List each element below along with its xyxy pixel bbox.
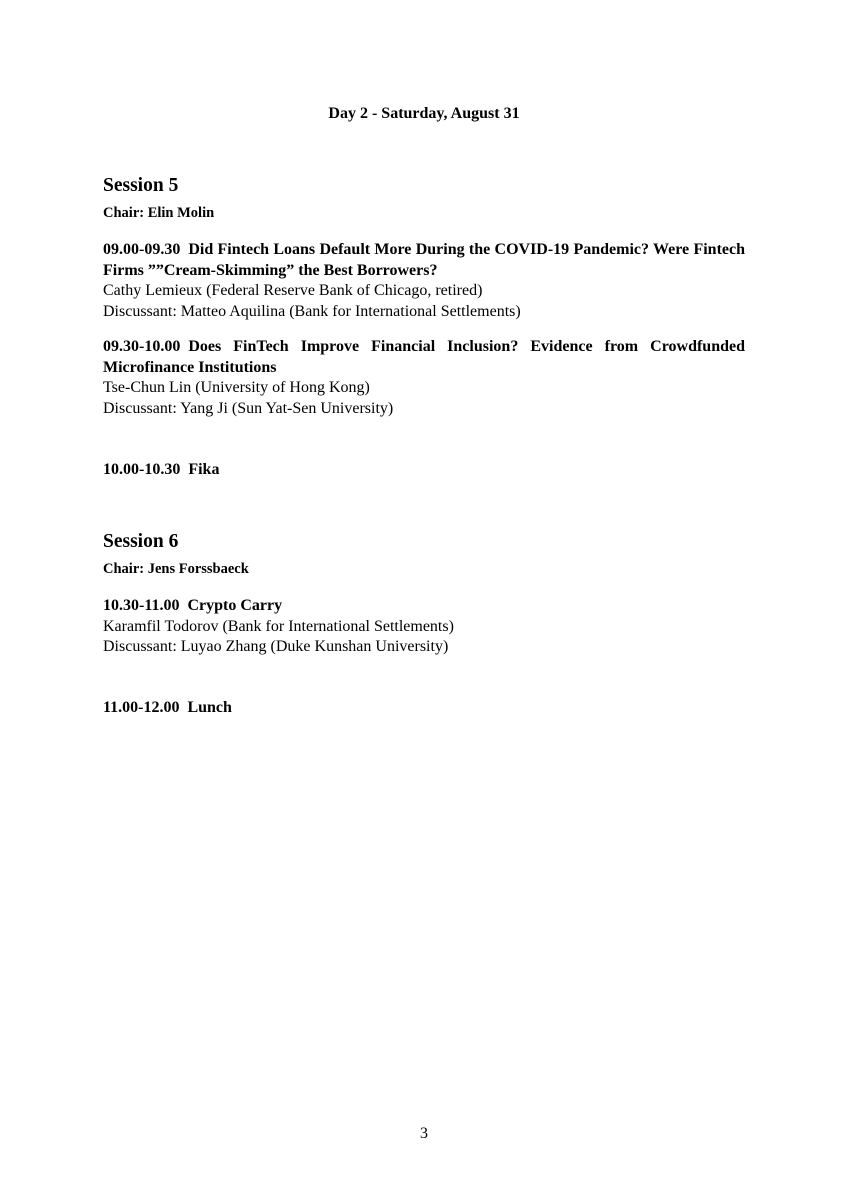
break-lunch	[103, 698, 232, 718]
session-6-talk-1	[103, 596, 745, 658]
talk-presenter: Karamfil Todorov (Bank for International Settlements)	[103, 617, 454, 635]
talk-presenter: Cathy Lemieux (Federal Reserve Bank of Chicago, retired)	[103, 282, 483, 299]
talk-title	[103, 337, 745, 378]
break-fika	[103, 460, 219, 480]
break-time: 11.00-12.00	[103, 699, 180, 716]
talk-time: 10.30-11.00	[103, 597, 180, 614]
page-number: 3	[420, 1125, 428, 1142]
session-5-chair: Chair: Elin Molin	[103, 205, 215, 221]
talk-title	[103, 596, 745, 617]
talk-title	[103, 240, 745, 281]
talk-time: 09.30-10.00	[103, 338, 181, 355]
break-label: Lunch	[187, 699, 232, 716]
session-5-talk-2	[103, 337, 745, 419]
session-6-chair: Chair: Jens Forssbaeck	[103, 561, 249, 577]
talk-title-text: Does FinTech Improve Financial Inclusion? Evidence from Crowdfunded Microfinance Institutions	[103, 338, 745, 376]
talk-discussant: Discussant: Luyao Zhang (Duke Kunshan University)	[103, 638, 449, 655]
talk-time: 09.00-09.30	[103, 241, 181, 258]
session-6-heading: Session 6	[103, 531, 179, 552]
talk-discussant: Discussant: Yang Ji (Sun Yat-Sen University)	[103, 399, 394, 417]
session-5-heading: Session 5	[103, 175, 179, 196]
session-5-talk-1	[103, 240, 745, 322]
talk-discussant: Discussant: Matteo Aquilina (Bank for International Settlements)	[103, 302, 521, 320]
day-title: Day 2 - Saturday, August 31	[328, 105, 520, 122]
talk-title-text: Crypto Carry	[187, 597, 283, 614]
talk-title-text: Did Fintech Loans Default More During the COVID-19 Pandemic? Were Fintech Firms ””Cream-Skimming” the Best Borrowers?	[103, 241, 745, 279]
talk-presenter: Tse-Chun Lin (University of Hong Kong)	[103, 379, 370, 396]
break-time: 10.00-10.30	[103, 461, 181, 478]
break-label: Fika	[188, 461, 220, 478]
